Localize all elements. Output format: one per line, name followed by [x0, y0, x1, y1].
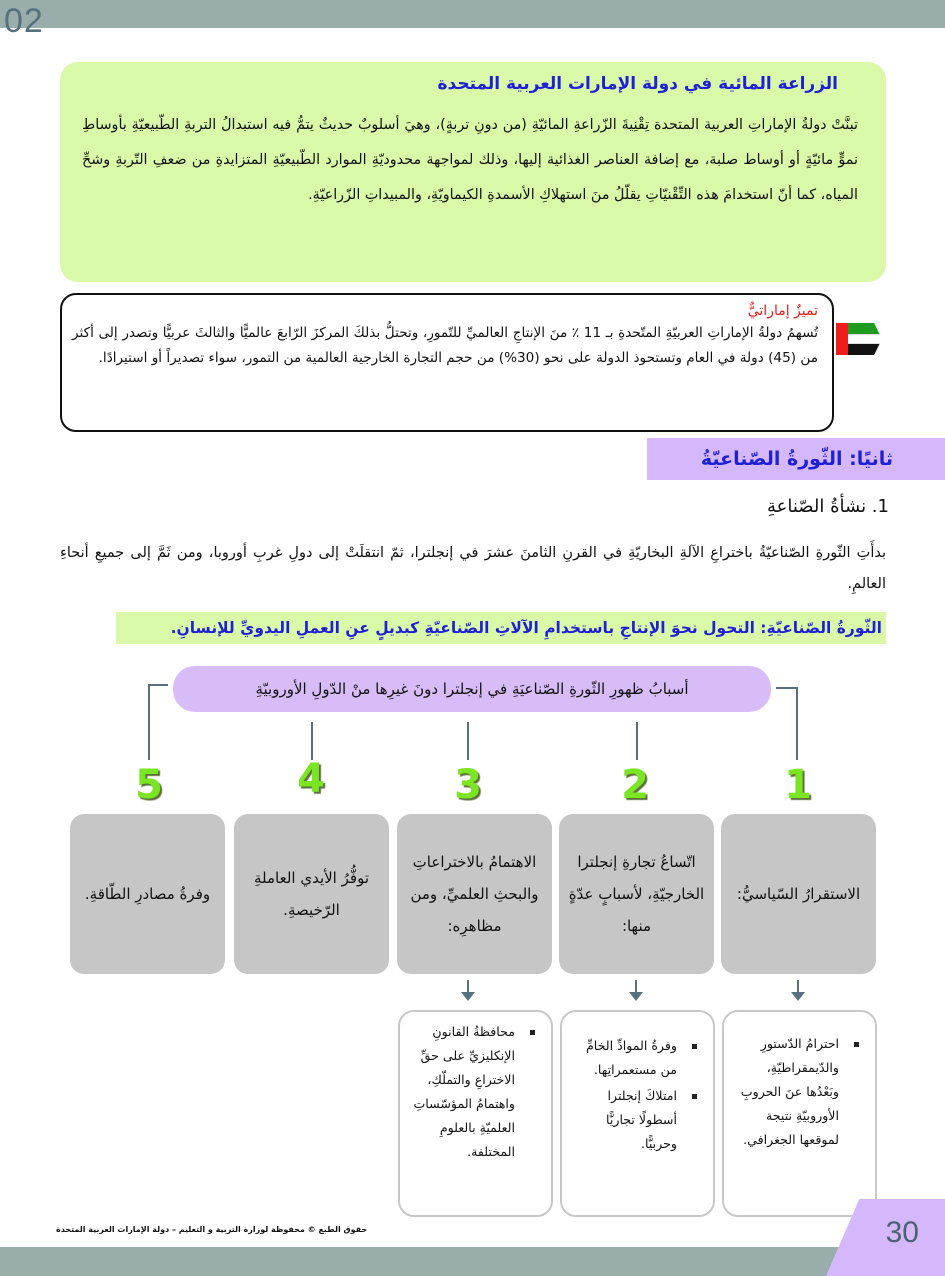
cause-number-5: 5	[135, 762, 163, 808]
cause-number-4: 4	[297, 756, 325, 802]
cause-card-5	[70, 814, 225, 974]
cause-label: وفرةُ مصادرِ الطّاقةِ.	[84, 885, 211, 903]
bottom-bar	[0, 1247, 945, 1276]
detail-item: احترامُ الدّستورِ والدّيمقراطيّةِ، وبَعْدُها عنَ الحروبِ الأوروبيّةِ نتيجة لموقعها الجغرافي.	[732, 1032, 861, 1152]
uae-excellence-text: تُسهمُ دولةُ الإماراتِ العربيّةِ المتّحدةِ بـ 11 ٪ منَ الإنتاجِ العالميِّ للتّمورِ، وتحتلُّ بذلكَ المركزَ الرّابعَ عالميًّا والثالثَ عربيًّا وتصدر إلى أكثر من (45) دولة في العام وتستحوذ الدولة على نحو (30%) من حجم التجارة الخارجية العالمية من التمور، سواء تصديراً أو استيرادًا.	[72, 325, 818, 366]
cause-card-2	[559, 814, 714, 974]
chapter-number: 02	[4, 2, 44, 40]
subsection-heading: 1. نشأةُ الصّناعةِ	[766, 496, 889, 517]
cause-2-details	[560, 1010, 715, 1217]
info-box-text: تبنَّتْ دولةُ الإماراتِ العربية المتحدة تِقْنِيةَ الزّراعةِ المائيّةِ (من دونِ تربةٍ)، وهيَ أسلوبٌ حديثٌ يتمُّ فيه استبدالُ التربةِ الطّبيعيّةِ بأوساطِ نموٍّ مائيّةٍ أو أوساط صلبة، مع إضافة العناصر الغذائية إليها، وذلك لمواجهة محدوديّةِ الموارد الطّبيعيّةِ المتزايدةِ من ضعفِ التّربةِ وشحِّ المياه، كما أنّ استخدامَ هذه التِّقْنيّاتِ يقلّلُ منَ استهلاكِ الأسمدةِ الكيماويّةِ، والمبيداتِ الزّراعيّةِ.	[82, 117, 858, 203]
cause-label: توفُّرُ الأيدي العاملةِ الرّخيصةِ.	[253, 869, 369, 919]
cause-number-1: 1	[784, 762, 812, 808]
info-box-title: الزراعة المائية في دولة الإمارات العربية المتحدة	[437, 74, 838, 94]
page-number: 30	[885, 1216, 919, 1249]
cause-number-2: 2	[621, 762, 649, 808]
top-bar	[0, 0, 945, 28]
cause-label: الاهتمامُ بالاختراعاتِ والبحثِ العلميِّ، ومن مظاهرِه:	[410, 853, 539, 935]
uae-excellence-box	[60, 293, 834, 432]
cause-card-4	[234, 814, 389, 974]
uae-excellence-title: تميزٌ إماراتيٌّ	[747, 303, 818, 319]
bracket-right	[776, 687, 798, 760]
bracket-left	[148, 684, 168, 760]
detail-item: امتلاكَ إنجلترا أسطولًا تجاريًّا وحربيًّا.	[570, 1084, 699, 1156]
connector-line-3	[467, 722, 469, 760]
cause-card-1	[721, 814, 876, 974]
cause-card-3	[397, 814, 552, 974]
detail-item: وفرةُ الموادِّ الخامِّ من مستعمراتِها.	[570, 1034, 699, 1082]
diagram-title: أسبابُ ظهورِ الثّورةِ الصّناعيَةِ في إنجلترا دونَ غيرِها منْ الدّولِ الأوروبيّةِ	[173, 666, 771, 712]
connector-line-4	[311, 722, 313, 760]
cause-label: الاستقرارُ السّياسيُّ:	[736, 885, 861, 903]
hydroponics-info-box	[60, 62, 886, 282]
arrow-down-icon	[461, 980, 475, 1002]
connector-line-2	[636, 722, 638, 760]
arrow-down-icon	[791, 980, 805, 1002]
detail-item: محافظةُ القانونِ الإنكليزيِّ على حقِّ الاختراعِ والتملّكِ، واهتمامُ المؤسّساتِ العلميّةِ بالعلومِ المختلفة.	[408, 1020, 537, 1164]
cause-label: اتّساعُ تجارةِ إنجلترا الخارجيّةِ، لأسبابٍ عدّةٍ منها:	[568, 853, 705, 935]
uae-flag-icon	[834, 323, 882, 355]
copyright-notice: حقوق الطبع © محفوظة لوزارة التربية و التعليم – دولة الإمارات العربية المتحدة	[56, 1225, 368, 1234]
cause-number-3: 3	[454, 762, 482, 808]
cause-3-details	[398, 1010, 553, 1217]
industrial-revolution-definition: الثّورةُ الصّناعيّةِ: التحول نحوَ الإنتاجِ باستخدامِ الآلاتِ الصّناعيّةِ كبديلٍ عنِ العملِ اليدويِّ للإنسانِ.	[116, 612, 886, 644]
arrow-down-icon	[629, 980, 643, 1002]
section-title: ثانيًا: الثّورةُ الصّناعيّةُ	[647, 438, 945, 480]
section-body-text: بدأَتِ الثّورةِ الصّناعيّةُ باختراعِ الآلةِ البخاريّةِ في القرنِ الثامنَ عشرَ في إنجلترا، ثمّ انتقلَتْ إلى دولِ غربِ أوروبا، ومن ثَمَّ إلى جميعِ أنحاءِ العالمِ.	[60, 545, 886, 592]
cause-1-details	[722, 1010, 877, 1217]
